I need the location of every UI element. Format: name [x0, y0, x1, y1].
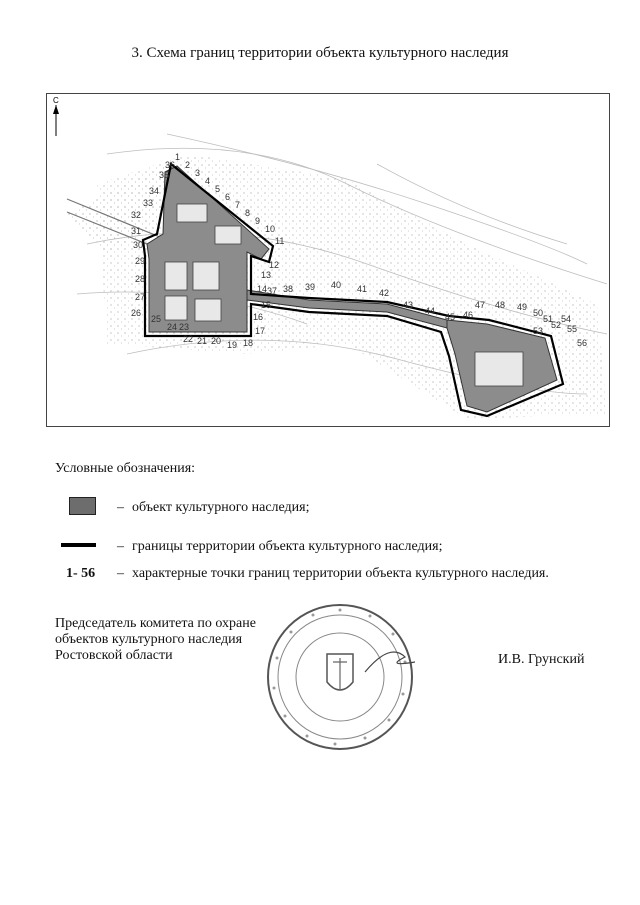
boundary-point-label: 53: [533, 326, 544, 336]
boundary-point-label: 12: [269, 260, 280, 270]
boundary-point-label: 37: [267, 286, 278, 296]
legend-boundary-text: границы территории объекта культурного наследия;: [132, 539, 443, 554]
position-line: Ростовской области: [55, 648, 173, 663]
boundary-point-label: 31: [131, 226, 142, 236]
points-range-label: 1- 56: [66, 566, 96, 581]
boundary-point-label: 40: [331, 280, 342, 290]
boundary-point-label: 6: [225, 192, 231, 202]
boundary-point-label: 46: [463, 310, 474, 320]
boundary-point-label: 44: [425, 306, 436, 316]
handwritten-signature: [365, 652, 415, 672]
boundary-point-label: 50: [533, 308, 544, 318]
boundary-point-label: 18: [243, 338, 254, 348]
boundary-point-label: 43: [403, 300, 414, 310]
boundary-point-label: 23: [179, 322, 190, 332]
north-marker: С: [53, 96, 59, 105]
boundary-point-label: 10: [265, 224, 276, 234]
legend-heading: Условные обозначения:: [55, 461, 196, 476]
north-arrowhead-icon: [53, 105, 59, 114]
boundary-line-sample: [61, 543, 96, 547]
boundary-point-label: 3: [195, 168, 201, 178]
signatory-name: И.В. Грунский: [498, 652, 585, 667]
boundary-point-label: 33: [143, 198, 154, 208]
boundary-point-label: 7: [235, 200, 241, 210]
boundary-point-label: 52: [551, 320, 562, 330]
boundary-point-label: 47: [475, 300, 486, 310]
boundary-point-label: 55: [567, 324, 578, 334]
boundary-point-label: 28: [135, 274, 146, 284]
legend-points-text: характерные точки границ территории объекта культурного наследия.: [132, 566, 549, 581]
boundary-point-label: 32: [131, 210, 142, 220]
legend-object-text: объект культурного наследия;: [132, 500, 310, 515]
legend-dash-3: –: [117, 566, 124, 581]
boundary-point-label: 1: [175, 152, 181, 162]
boundary-point-label: 13: [261, 270, 272, 280]
page-title: 3. Схема границ территории объекта культурного наследия: [131, 45, 509, 61]
boundary-point-label: 49: [517, 302, 528, 312]
boundary-point-label: 11: [275, 236, 285, 246]
boundary-point-label: 14: [257, 284, 268, 294]
boundary-point-label: 54: [561, 314, 572, 324]
official-seal: [265, 602, 415, 757]
boundary-point-label: 45: [445, 312, 456, 322]
boundary-point-label: 36: [165, 160, 176, 170]
boundary-point-label: 21: [197, 336, 208, 346]
legend-dash-2: –: [117, 539, 124, 554]
position-line: Председатель комитета по охране: [55, 616, 256, 631]
boundary-point-label: 20: [211, 336, 222, 346]
boundary-point-label: 26: [131, 308, 142, 318]
boundary-point-label: 30: [133, 240, 144, 250]
boundary-point-label: 38: [283, 284, 294, 294]
boundary-point-label: 22: [183, 334, 194, 344]
boundary-point-label: 17: [255, 326, 266, 336]
map-drawing: [47, 94, 610, 427]
boundary-point-label: 35: [159, 170, 170, 180]
boundary-point-label: 8: [245, 208, 251, 218]
boundary-point-label: 41: [357, 284, 368, 294]
boundary-point-label: 2: [185, 160, 191, 170]
boundary-point-label: 39: [305, 282, 316, 292]
boundary-point-label: 25: [151, 314, 162, 324]
boundary-point-label: 15: [261, 300, 272, 310]
boundary-point-label: 19: [227, 340, 238, 350]
signatory-position: [55, 616, 256, 664]
boundary-point-label: 16: [253, 312, 264, 322]
object-swatch: [69, 497, 96, 515]
boundary-point-label: 4: [205, 176, 211, 186]
boundary-point-label: 9: [255, 216, 261, 226]
boundary-point-label: 27: [135, 292, 146, 302]
boundary-point-label: 24: [167, 322, 178, 332]
boundary-point-label: 5: [215, 184, 221, 194]
boundary-point-label: 34: [149, 186, 160, 196]
boundary-point-label: 56: [577, 338, 588, 348]
boundary-point-label: 51: [543, 314, 554, 324]
position-line: объектов культурного наследия: [55, 632, 243, 647]
boundary-point-label: 48: [495, 300, 506, 310]
boundary-point-label: 42: [379, 288, 390, 298]
boundary-map: [46, 93, 610, 427]
boundary-point-label: 29: [135, 256, 146, 266]
legend-dash-1: –: [117, 500, 124, 515]
